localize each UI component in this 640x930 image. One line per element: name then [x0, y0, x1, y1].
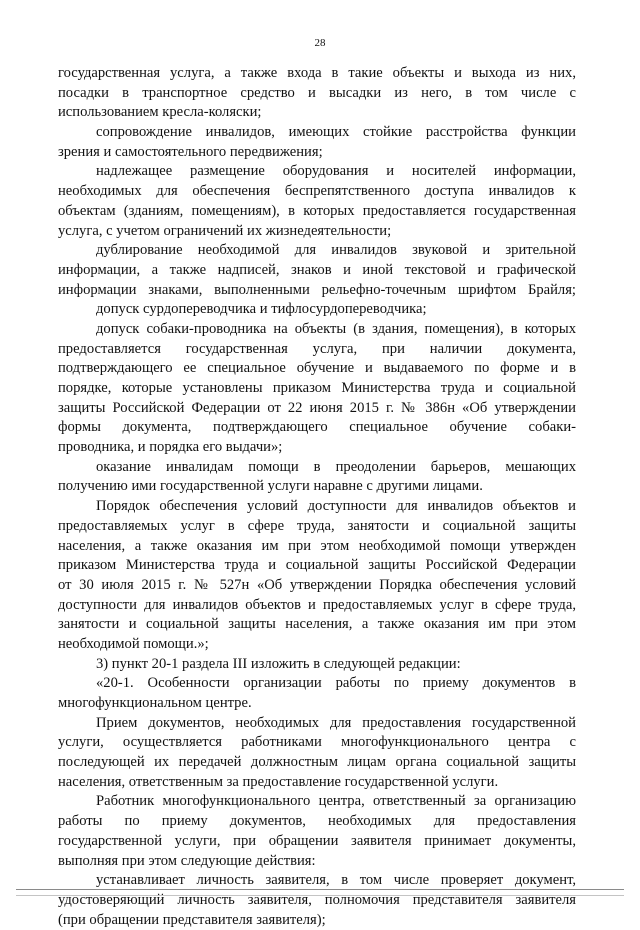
text-line: услуга, с учетом ограничений их жизнедеятельности; [58, 222, 392, 239]
text-line: получению ими государственной услуги наравне с другими лицами. [58, 478, 483, 495]
text-line: формы документа, подтверждающего специальное обучение собаки- [58, 419, 576, 436]
document-body [58, 64, 576, 930]
text-line: населения, ответственным за предоставление государственной услуги. [58, 773, 499, 790]
text-line: предоставляется государственная услуга, при наличии документа, [58, 340, 576, 357]
text-line: выполняя при этом следующие действия: [58, 852, 316, 869]
text-line: информации знаками, выполненными рельефно-точечным шрифтом Брайля; [58, 281, 576, 298]
text-line: (при обращении представителя заявителя); [58, 911, 326, 928]
text-line: дублирование необходимой для инвалидов звуковой и зрительной [96, 242, 576, 259]
text-line: оказание инвалидам помощи в преодолении барьеров, мешающих [96, 458, 576, 475]
text-line: Прием документов, необходимых для предоставления государственной [96, 714, 576, 731]
text-line: многофункциональном центре. [58, 695, 252, 711]
text-line: необходимых для обеспечения беспрепятственного доступа инвалидов к [58, 183, 576, 200]
text-line: допуск собаки-проводника на объекты (в здания, помещения), в которых [96, 320, 576, 337]
text-line: информации, а также надписей, знаков и иной текстовой и графической [58, 261, 576, 278]
text-line: посадки в транспортное средство и высадки из него, в том числе с [58, 84, 576, 101]
text-line: Работник многофункционального центра, ответственный за организацию [96, 793, 576, 810]
text-line: допуск сурдопереводчика и тифлосурдопереводчика; [96, 301, 427, 318]
text-line: государственной услуги, при обращении заявителя принимает документы, [58, 832, 576, 849]
text-line: объектам (зданиям, помещениям), в которых предоставляется государственная [58, 202, 576, 219]
text-line: подтверждающего ее специальное обучение и выдаваемого по форме и в [58, 360, 576, 377]
text-line: государственная услуга, а также входа в такие объекты и выхода из них, [58, 65, 576, 81]
text-line: доступности для инвалидов объектов и предоставляемых услуг в сфере труда, [58, 596, 576, 613]
page-number: 28 [314, 37, 326, 49]
text-line: населения, а также оказания им при этом необходимой помощи утвержден [58, 537, 576, 554]
bottom-scan-edge-secondary [16, 895, 624, 896]
text-line: работы по приему документов, необходимых для предоставления [58, 813, 576, 830]
text-line: необходимой помощи.»; [58, 635, 209, 652]
text-line: порядке, которые установлены приказом Министерства труда и социальной [58, 380, 576, 396]
text-line: использованием кресла-коляски; [58, 104, 262, 121]
text-line: занятости и социальной защиты населения, а также оказания им при этом [58, 616, 576, 633]
text-line: «20-1. Особенности организации работы по приему документов в [96, 675, 576, 692]
text-line: зрения и самостоятельного передвижения; [58, 143, 323, 160]
text-line: сопровождение инвалидов, имеющих стойкие расстройства функции [96, 124, 576, 141]
text-line: устанавливает личность заявителя, в том числе проверяет документ, [96, 872, 576, 889]
text-line: от 30 июля 2015 г. № 527н «Об утверждении Порядка обеспечения условий [58, 576, 576, 593]
text-line: приказом Министерства труда и социальной защиты Российской Федерации [58, 557, 576, 574]
text-line: Порядок обеспечения условий доступности для инвалидов объектов и [96, 498, 576, 515]
text-line: защиты Российской Федерации от 22 июня 2015 г. № 386н «Об утверждении [58, 399, 576, 416]
bottom-scan-edge [16, 889, 624, 890]
text-line: предоставляемых услуг в сфере труда, занятости и социальной защиты [58, 517, 576, 534]
text-line: удостоверяющий личность заявителя, полномочия представителя заявителя [58, 891, 576, 908]
text-line: надлежащее размещение оборудования и носителей информации, [96, 163, 576, 180]
text-line: 3) пункт 20-1 раздела III изложить в следующей редакции: [96, 655, 461, 672]
text-line: последующей их передачей должностным лицам органа социальной защиты [58, 754, 576, 771]
text-line: проводника, и порядка его выдачи»; [58, 439, 283, 456]
text-line: услуги, осуществляется работниками многофункционального центра с [58, 734, 576, 751]
